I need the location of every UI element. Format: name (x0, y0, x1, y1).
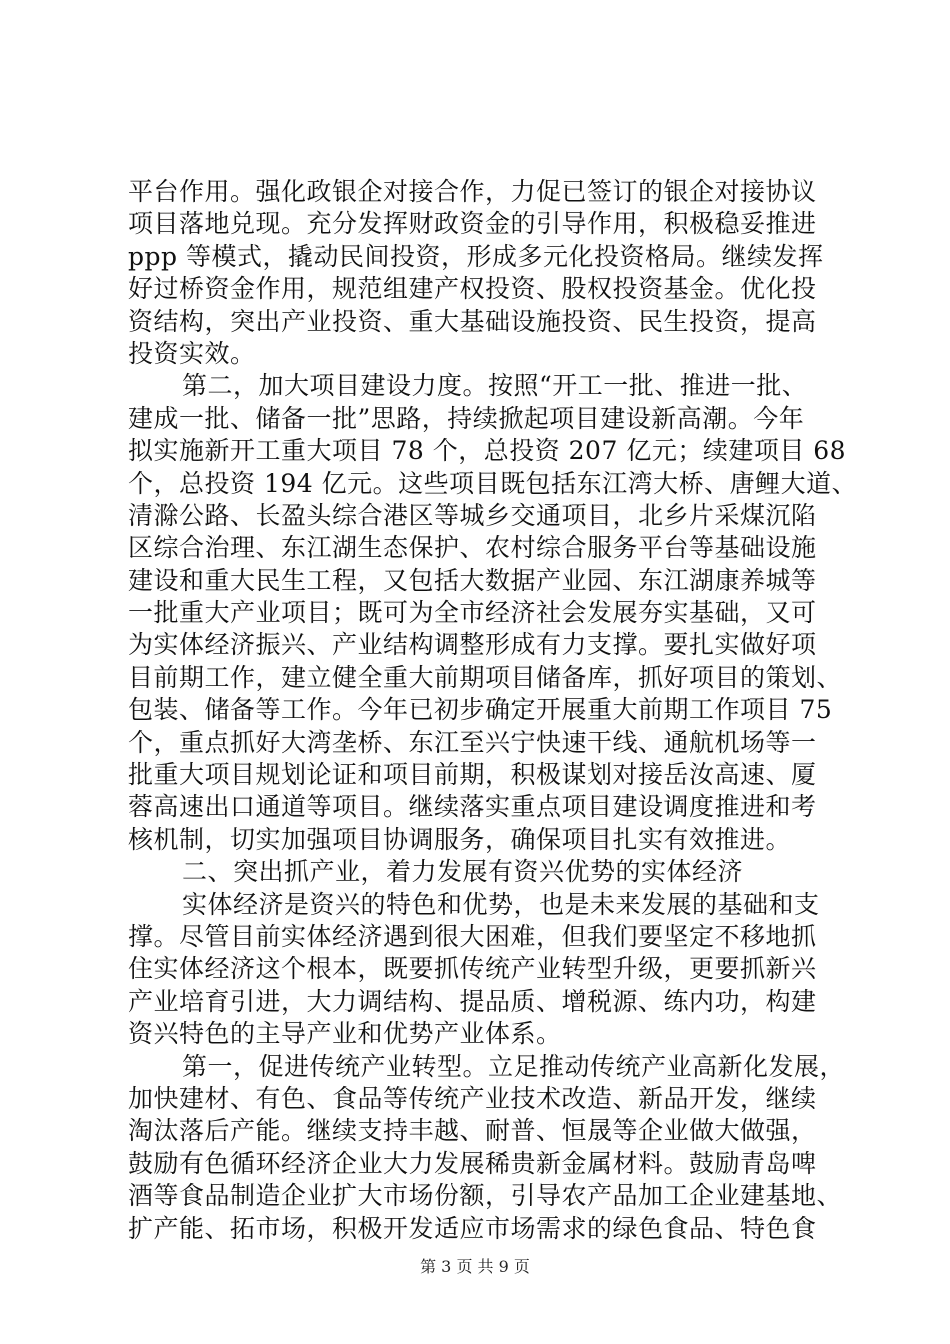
text-line: ppp 等模式，撬动民间投资，形成多元化投资格局。继续发挥 (128, 241, 824, 271)
text-line: 蓉高速出口通道等项目。继续落实重点项目建设调度推进和考 (128, 792, 817, 822)
text-line: 酒等食品制造企业扩大市场份额，引导农产品加工企业建基地、 (128, 1181, 843, 1211)
text-line: 平台作用。强化政银企对接合作，力促已签订的银企对接协议 (128, 177, 817, 206)
text-line: 项目落地兑现。充分发挥财政资金的引导作用，积极稳妥推进 (128, 209, 817, 239)
text-line: 扩产能、拓市场，积极开发适应市场需求的绿色食品、特色食 (128, 1213, 817, 1243)
text-line: 清滁公路、长盈头综合港区等城乡交通项目，北乡片采煤沉陷 (128, 500, 817, 530)
text-line: 建成一批、储备一批”思路，持续掀起项目建设新高潮。今年 (128, 403, 805, 433)
text-line: 淘汰落后产能。继续支持丰越、耐普、恒晟等企业做大做强， (128, 1116, 817, 1146)
text-line: 撑。尽管目前实体经济遇到很大困难，但我们要坚定不移地抓 (128, 921, 817, 951)
text-line: 个，重点抓好大湾垄桥、东江至兴宁快速干线、通航机场等一 (128, 727, 817, 757)
paragraph-start-line: 第一，促进传统产业转型。立足推动传统产业高新化发展， (182, 1051, 846, 1081)
paragraph-start-line: 实体经济是资兴的特色和优势，也是未来发展的基础和支 (182, 889, 820, 919)
section-heading: 二、突出抓产业，着力发展有资兴优势的实体经济 (182, 857, 744, 887)
text-line: 建设和重大民生工程，又包括大数据产业园、东江湖康养城等 (128, 565, 817, 595)
page-number-footer: 第 3 页 共 9 页 (420, 1257, 530, 1276)
text-line: 加快建材、有色、食品等传统产业技术改造、新品开发，继续 (128, 1083, 817, 1113)
document-body (128, 176, 858, 1245)
text-line: 包装、储备等工作。今年已初步确定开展重大前期工作项目 75 (128, 695, 833, 725)
text-line: 产业培育引进，大力调结构、提品质、增税源、练内功，构建 (128, 986, 817, 1016)
text-line: 鼓励有色循环经济企业大力发展稀贵新金属材料。鼓励青岛啤 (128, 1148, 817, 1178)
text-line: 资结构，突出产业投资、重大基础设施投资、民生投资，提高 (128, 306, 817, 336)
text-line: 投资实效。 (128, 338, 256, 368)
text-line: 个，总投资 194 亿元。这些项目既包括东江湾大桥、唐鲤大道、 (128, 468, 858, 498)
text-line: 住实体经济这个根本，既要抓传统产业转型升级，更要抓新兴 (128, 954, 817, 984)
text-line: 目前期工作，建立健全重大前期项目储备库，抓好项目的策划、 (128, 662, 843, 692)
text-line: 区综合治理、东江湖生态保护、农村综合服务平台等基础设施 (128, 533, 817, 563)
text-line: 好过桥资金作用，规范组建产权投资、股权投资基金。优化投 (128, 274, 817, 304)
text-line: 核机制，切实加强项目协调服务，确保项目扎实有效推进。 (128, 824, 792, 854)
text-line: 资兴特色的主导产业和优势产业体系。 (128, 1019, 562, 1049)
text-line: 拟实施新开工重大项目 78 个，总投资 207 亿元；续建项目 68 (128, 436, 847, 466)
paragraph-start-line: 第二，加大项目建设力度。按照“开工一批、推进一批、 (182, 371, 808, 401)
text-line: 为实体经济振兴、产业结构调整形成有力支撑。要扎实做好项 (128, 630, 817, 660)
text-line: 一批重大产业项目；既可为全市经济社会发展夯实基础，又可 (128, 598, 817, 628)
text-line: 批重大项目规划论证和项目前期，积极谋划对接岳汝高速、厦 (128, 760, 817, 790)
